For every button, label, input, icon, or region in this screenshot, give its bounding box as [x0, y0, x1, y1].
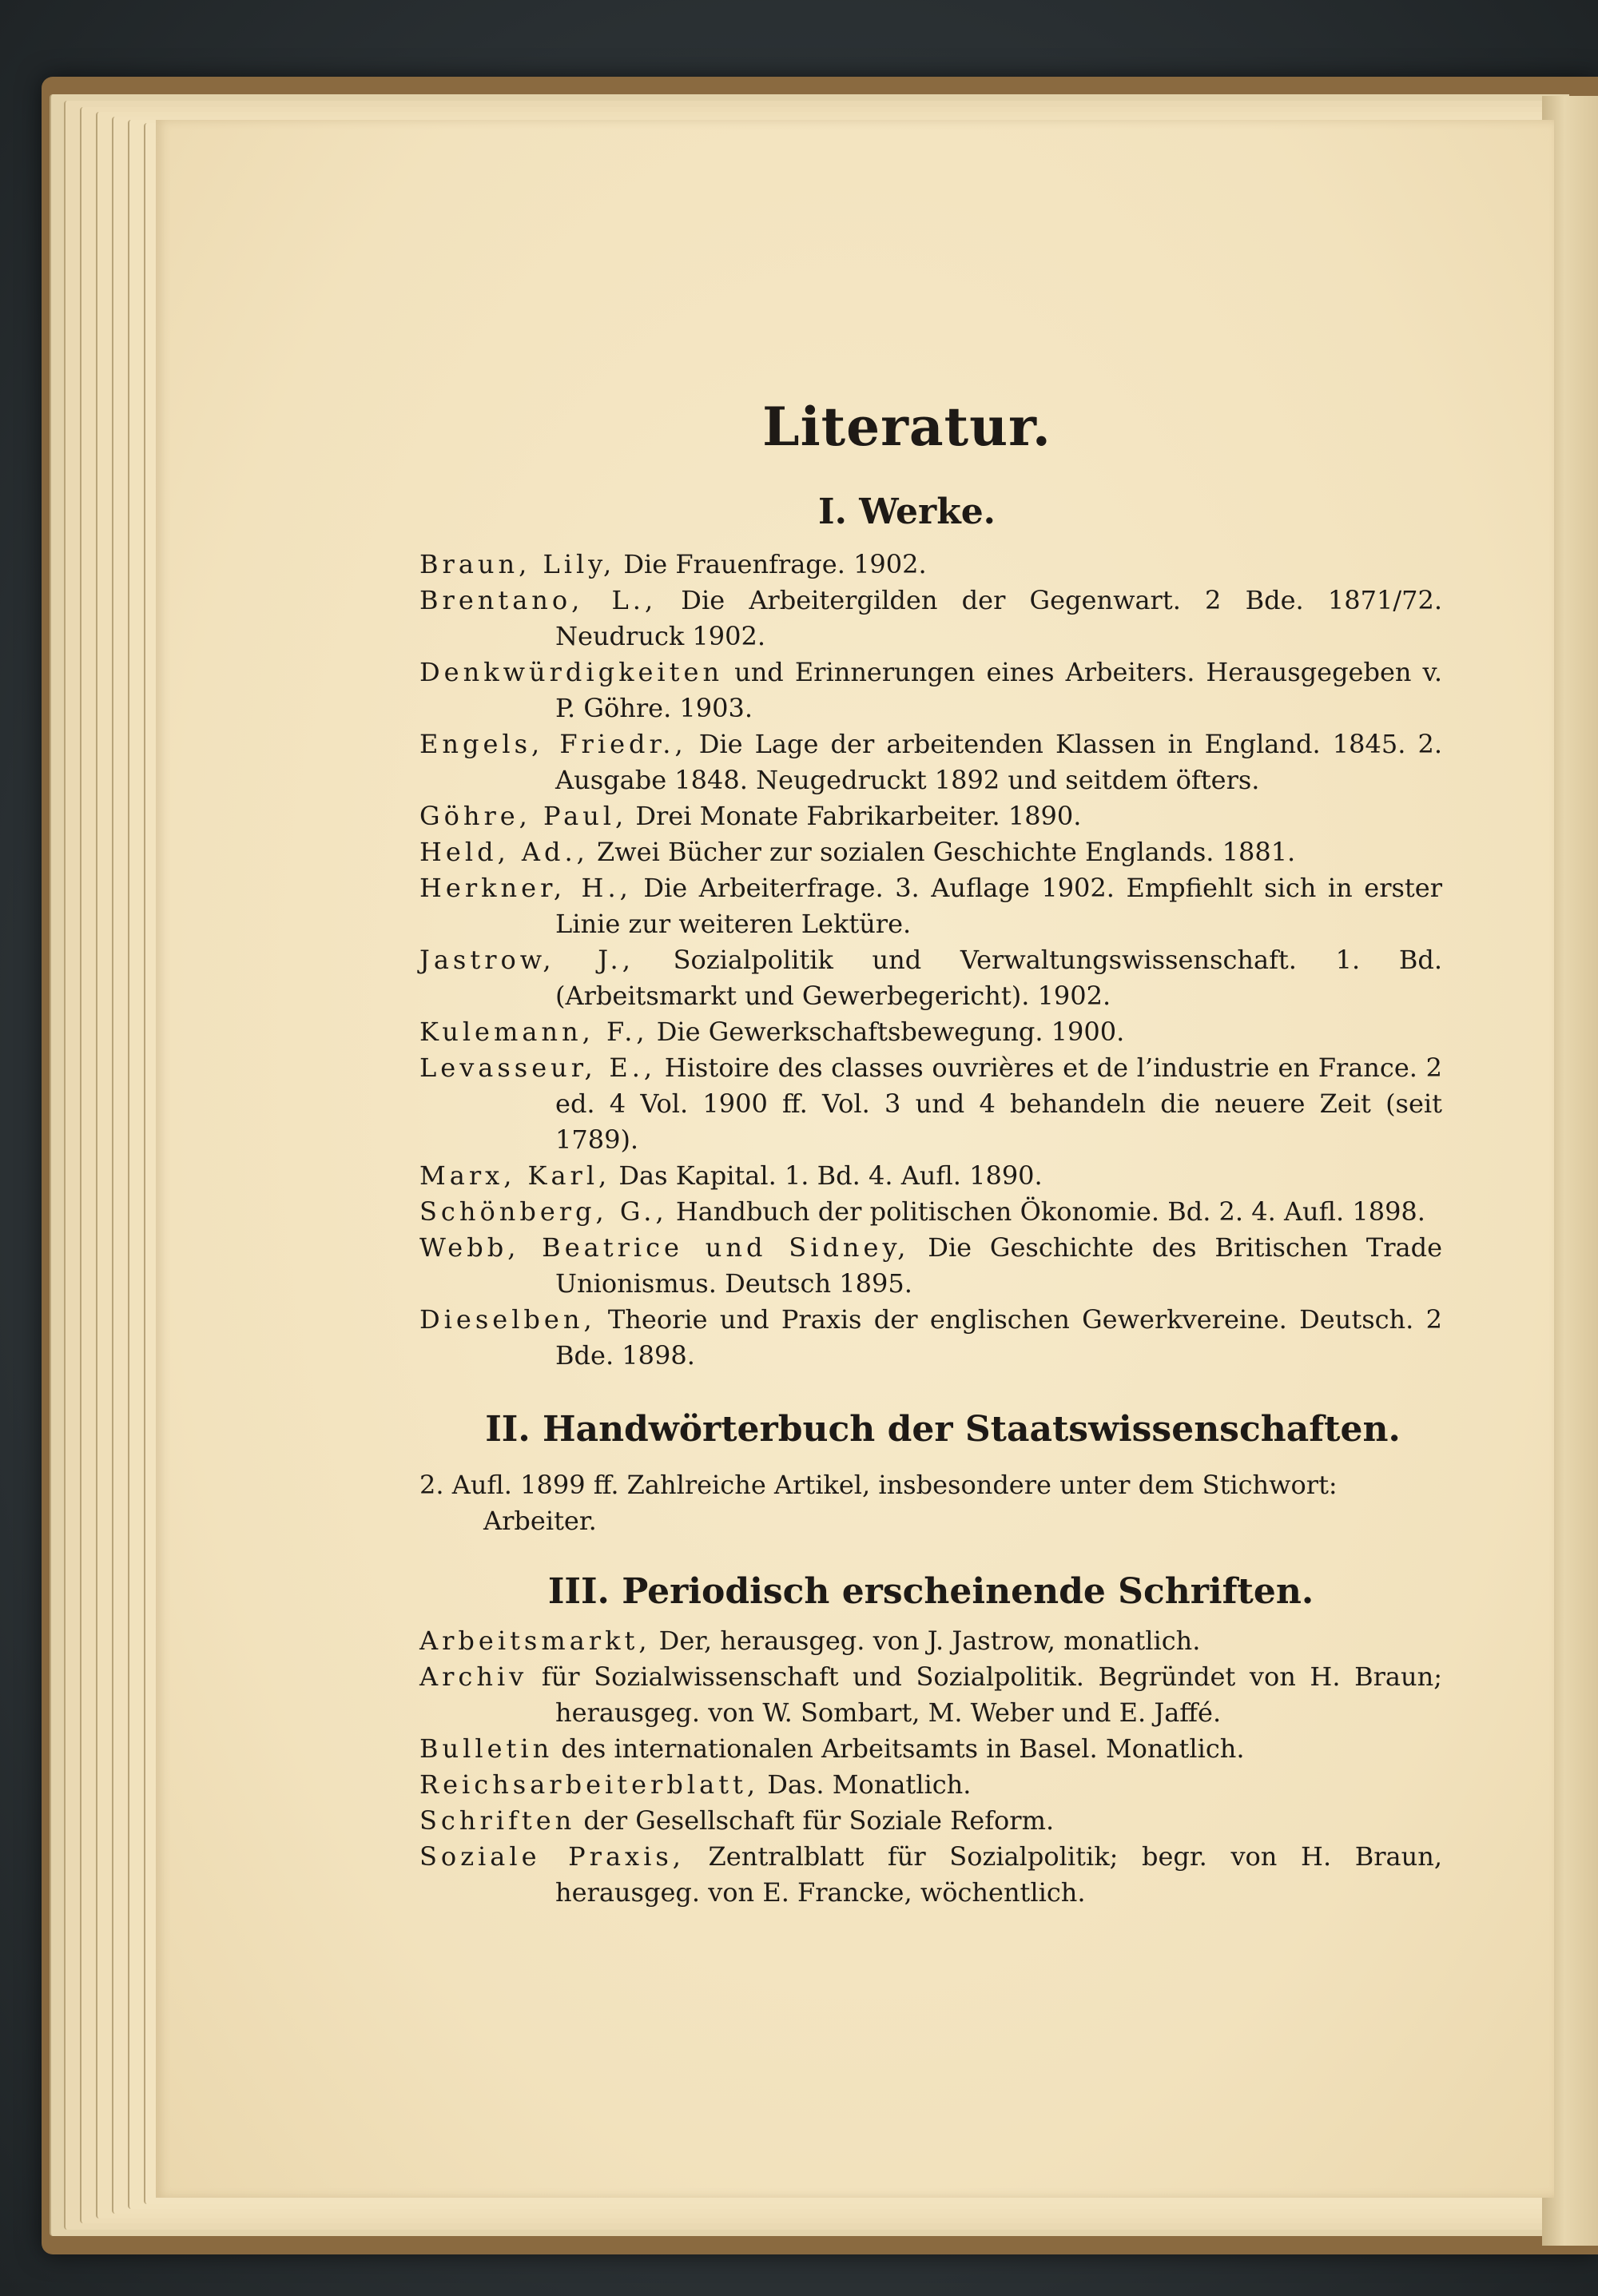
entry-author: Jastrow, J.,	[419, 945, 634, 975]
entry-author: Schönberg, G.,	[419, 1196, 668, 1227]
entry-author: Bulletin	[419, 1733, 554, 1764]
section-heading-works: I. Werke.	[817, 491, 996, 532]
entry-text: Handbuch der politischen Ökonomie. Bd. 2. 4. Aufl. 1898.	[667, 1196, 1425, 1227]
book-page	[156, 120, 1554, 2198]
entry-author: Kulemann, F.,	[419, 1017, 649, 1047]
entry-text: und Erinnerungen eines Arbeiters. Herausgegeben v. P. Göhre. 1903.	[555, 657, 1442, 723]
entry-text: des internationalen Arbeitsamts in Basel. Monatlich.	[553, 1733, 1245, 1764]
bibliography-entry	[419, 726, 1442, 798]
bibliography-entry	[419, 1014, 1442, 1050]
entry-text: Die Arbeiterfrage. 3. Auflage 1902. Empfiehlt sich in erster Linie zur weiteren Lektüre.	[555, 873, 1443, 939]
bibliography-entry	[419, 1302, 1442, 1374]
bibliography-entry	[419, 1050, 1442, 1158]
entry-author: Arbeitsmarkt,	[419, 1626, 651, 1656]
entry-author: Levasseur, E.,	[419, 1052, 657, 1083]
section-heading-periodicals: III. Periodisch erscheinende Schriften.	[547, 1571, 1314, 1612]
bibliography-entry	[419, 547, 1442, 583]
entry-text: Das. Monatlich.	[759, 1769, 972, 1800]
bibliography-entry	[419, 1659, 1442, 1731]
entry-text: Drei Monate Fabrikarbeiter. 1890.	[627, 801, 1082, 831]
entry-author: Denkwürdigkeiten	[419, 657, 724, 687]
entry-author: Herkner, H.,	[419, 873, 632, 903]
bibliography-entry	[419, 1230, 1442, 1302]
entry-text: Die Lage der arbeitenden Klassen in England. 1845. 2. Ausgabe 1848. Neugedruckt 1892 und seitdem öfters.	[555, 729, 1443, 795]
bibliography-entry	[419, 798, 1442, 834]
entry-author: Göhre, Paul,	[419, 801, 628, 831]
bibliography-entry	[419, 655, 1442, 726]
bibliography-entry	[419, 1194, 1442, 1230]
entry-text: der Gesellschaft für Soziale Reform.	[575, 1805, 1055, 1836]
bibliography-entry	[419, 1623, 1442, 1659]
entry-text: Sozialpolitik und Verwaltungswissenschaft. 1. Bd. (Arbeitsmarkt und Gewerbegericht). 1902.	[555, 945, 1443, 1011]
bibliography-entry	[419, 1803, 1442, 1839]
entry-text: Der, herausgeg. von J. Jastrow, monatlich.	[650, 1626, 1201, 1656]
bibliography-entry	[419, 942, 1442, 1014]
entry-text: Theorie und Praxis der englischen Gewerkvereine. Deutsch. 2 Bde. 1898.	[555, 1304, 1442, 1371]
entry-text: Die Gewerkschaftsbewegung. 1900.	[648, 1017, 1125, 1047]
bibliography-entry	[419, 1767, 1442, 1803]
page-title: Literatur.	[762, 396, 1051, 458]
entry-author: Webb, Beatrice und Sidney,	[419, 1232, 910, 1263]
entry-author: Engels, Friedr.,	[419, 729, 687, 759]
entry-author: Brentano, L.,	[419, 585, 658, 615]
entry-author: Marx, Karl,	[419, 1160, 611, 1191]
entry-author: Reichsarbeiterblatt,	[419, 1769, 760, 1800]
entry-author: Soziale Praxis,	[419, 1841, 685, 1872]
entry-author: Dieselben,	[419, 1304, 596, 1335]
handbook-paragraph: 2. Aufl. 1899 ff. Zahlreiche Artikel, insbesondere unter dem Stichwort: Arbeiter.	[419, 1470, 1338, 1536]
entry-text: Das Kapital. 1. Bd. 4. Aufl. 1890.	[610, 1160, 1043, 1191]
bibliography-entry	[419, 834, 1442, 870]
entry-text: Die Geschichte des Britischen Trade Unionismus. Deutsch 1895.	[555, 1232, 1442, 1299]
bibliography-entry	[419, 1158, 1442, 1194]
bibliography-entry	[419, 1839, 1442, 1911]
entry-author: Braun, Lily,	[419, 549, 616, 579]
page-content	[284, 396, 1442, 1911]
entry-text: für Sozialwissenschaft und Sozialpolitik. Begründet von H. Braun; herausgeg. von W. Sombart, M. Weber und E. Jaffé.	[527, 1661, 1442, 1728]
bibliography-entry	[419, 583, 1442, 655]
bibliography-entry	[419, 870, 1442, 942]
periodicals-list	[284, 1623, 1442, 1911]
entry-author: Held, Ad.,	[419, 837, 589, 867]
entry-text: Zentralblatt für Sozialpolitik; begr. von H. Braun, herausgeg. von E. Francke, wöchentlich.	[555, 1841, 1443, 1908]
entry-text: Die Frauenfrage. 1902.	[615, 549, 927, 579]
works-list	[284, 547, 1442, 1374]
entry-text: Zwei Bücher zur sozialen Geschichte Englands. 1881.	[588, 837, 1296, 867]
entry-author: Archiv	[419, 1661, 528, 1692]
bibliography-entry	[419, 1731, 1442, 1767]
section-heading-handbook: II. Handwörterbuch der Staatswissenschaften.	[485, 1409, 1401, 1450]
entry-text: Histoire des classes ouvrières et de l’industrie en France. 2 ed. 4 Vol. 1900 ff. Vol. 3 und 4 behandeln die neuere Zeit (seit 1789).	[555, 1052, 1443, 1155]
entry-author: Schriften	[419, 1805, 576, 1836]
entry-text: Die Arbeitergilden der Gegenwart. 2 Bde. 1871/72. Neudruck 1902.	[555, 585, 1443, 651]
